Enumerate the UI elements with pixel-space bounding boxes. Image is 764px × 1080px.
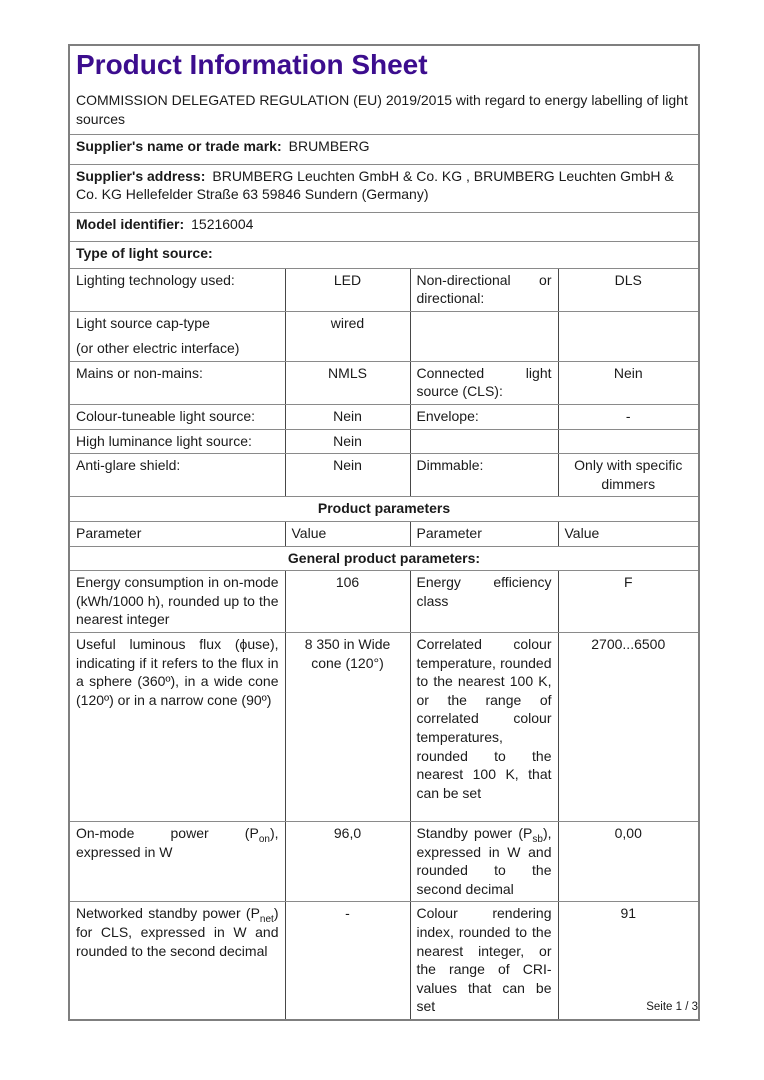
envelope-value: - <box>558 405 699 430</box>
anti-glare-label: Anti-glare shield: <box>69 454 285 497</box>
subscript-net: net <box>259 914 274 926</box>
envelope-label: Envelope: <box>410 405 558 430</box>
page-number-footer: Seite 1 / 3 <box>646 1001 698 1013</box>
subscript-on: on <box>258 833 270 845</box>
networked-standby-power-label: Networked standby power $(P_{net})$ for CLS, expressed in W and rounded to the second decimal <box>69 902 285 1020</box>
column-header-parameter-2: Parameter <box>410 522 558 547</box>
high-luminance-label: High luminance light source: <box>69 429 285 454</box>
standby-power-value: 0,00 <box>558 822 699 902</box>
anti-glare-value: Nein <box>285 454 410 497</box>
connected-light-source-value: Nein <box>558 361 699 404</box>
supplier-address-row <box>69 164 699 212</box>
supplier-name-label: Supplier's name or trade mark: <box>76 137 282 154</box>
directionality-label: Non-directional or directional: <box>410 268 558 311</box>
energy-efficiency-class-value: F <box>558 571 699 633</box>
general-parameters-header: General product parameters: <box>69 546 699 571</box>
supplier-address-label: Supplier's address: <box>76 167 206 184</box>
colour-rendering-index-label: Colour rendering index, rounded to the nearest integer, or the range of CRI-values that can be set <box>410 902 558 1020</box>
mains-value: NMLS <box>285 361 410 404</box>
cap-type-label <box>69 311 285 361</box>
product-information-sheet <box>68 44 698 1021</box>
energy-consumption-value: 106 <box>285 571 410 633</box>
colour-tuneable-value: Nein <box>285 405 410 430</box>
cap-type-value: wired <box>285 311 410 361</box>
cap-type-label-line2: (or other electric interface) <box>76 340 240 357</box>
empty-cell <box>558 429 699 454</box>
standby-power-label: Standby power $(P_{sb})$, expressed in W and rounded to the second decimal <box>410 822 558 902</box>
model-identifier-value: 15216004 <box>191 215 254 232</box>
column-header-parameter-1: Parameter <box>69 522 285 547</box>
on-mode-power-value: 96,0 <box>285 822 410 902</box>
model-identifier-label: Model identifier: <box>76 215 185 232</box>
page-title: Product Information Sheet <box>76 49 428 80</box>
luminous-flux-label: Useful luminous flux (ϕuse), indicating if it refers to the flux in a sphere (360º), in a wide cone (120º) or in a narrow cone (90º) <box>69 633 285 822</box>
supplier-name-value: BRUMBERG <box>288 137 370 154</box>
mains-label: Mains or non-mains: <box>69 361 285 404</box>
subscript-sb: sb <box>532 833 543 845</box>
type-of-light-source-label: Type of light source: <box>76 244 213 261</box>
networked-standby-power-value: - <box>285 902 410 1020</box>
empty-cell <box>410 311 558 361</box>
model-identifier-row <box>69 212 699 241</box>
lighting-technology-label: Lighting technology used: <box>69 268 285 311</box>
product-info-table <box>68 44 700 1021</box>
connected-light-source-label: Connected light source (CLS): <box>410 361 558 404</box>
correlated-colour-temperature-label: Correlated colour temperature, rounded to the nearest 100 K, or the range of correlated colour temperatures, rounded to the nearest 100 K, that can be set <box>410 633 558 822</box>
lighting-technology-value: LED <box>285 268 410 311</box>
empty-cell <box>410 429 558 454</box>
luminous-flux-value: 8 350 in Wide cone (120°) <box>285 633 410 822</box>
regulation-subtitle: COMMISSION DELEGATED REGULATION (EU) 2019/2015 with regard to energy labelling of light sources <box>76 92 688 127</box>
high-luminance-value: Nein <box>285 429 410 454</box>
title-block <box>69 45 699 134</box>
type-of-light-source-row <box>69 241 699 268</box>
product-parameters-header: Product parameters <box>69 497 699 522</box>
column-header-value-2: Value <box>558 522 699 547</box>
column-header-value-1: Value <box>285 522 410 547</box>
supplier-name-row <box>69 134 699 164</box>
cap-type-label-line1: Light source cap-type <box>76 314 210 331</box>
colour-tuneable-label: Colour-tuneable light source: <box>69 405 285 430</box>
directionality-value: DLS <box>558 268 699 311</box>
supplier-address-value: BRUMBERG Leuchten GmbH & Co. KG , BRUMBERG Leuchten GmbH & Co. KG Hellefelder Straße 63 59846 Sundern (Germany) <box>76 167 674 203</box>
energy-consumption-label: Energy consumption in on-mode (kWh/1000 h), rounded up to the nearest integer <box>69 571 285 633</box>
energy-efficiency-class-label: Energy efficiency class <box>410 571 558 633</box>
dimmable-value: Only with specific dimmers <box>558 454 699 497</box>
on-mode-power-label: On-mode power $(P_{on})$, expressed in W <box>69 822 285 902</box>
correlated-colour-temperature-value: 2700...6500 <box>558 633 699 822</box>
empty-cell <box>558 311 699 361</box>
colour-rendering-index-value: 91 <box>558 902 699 1020</box>
dimmable-label: Dimmable: <box>410 454 558 497</box>
